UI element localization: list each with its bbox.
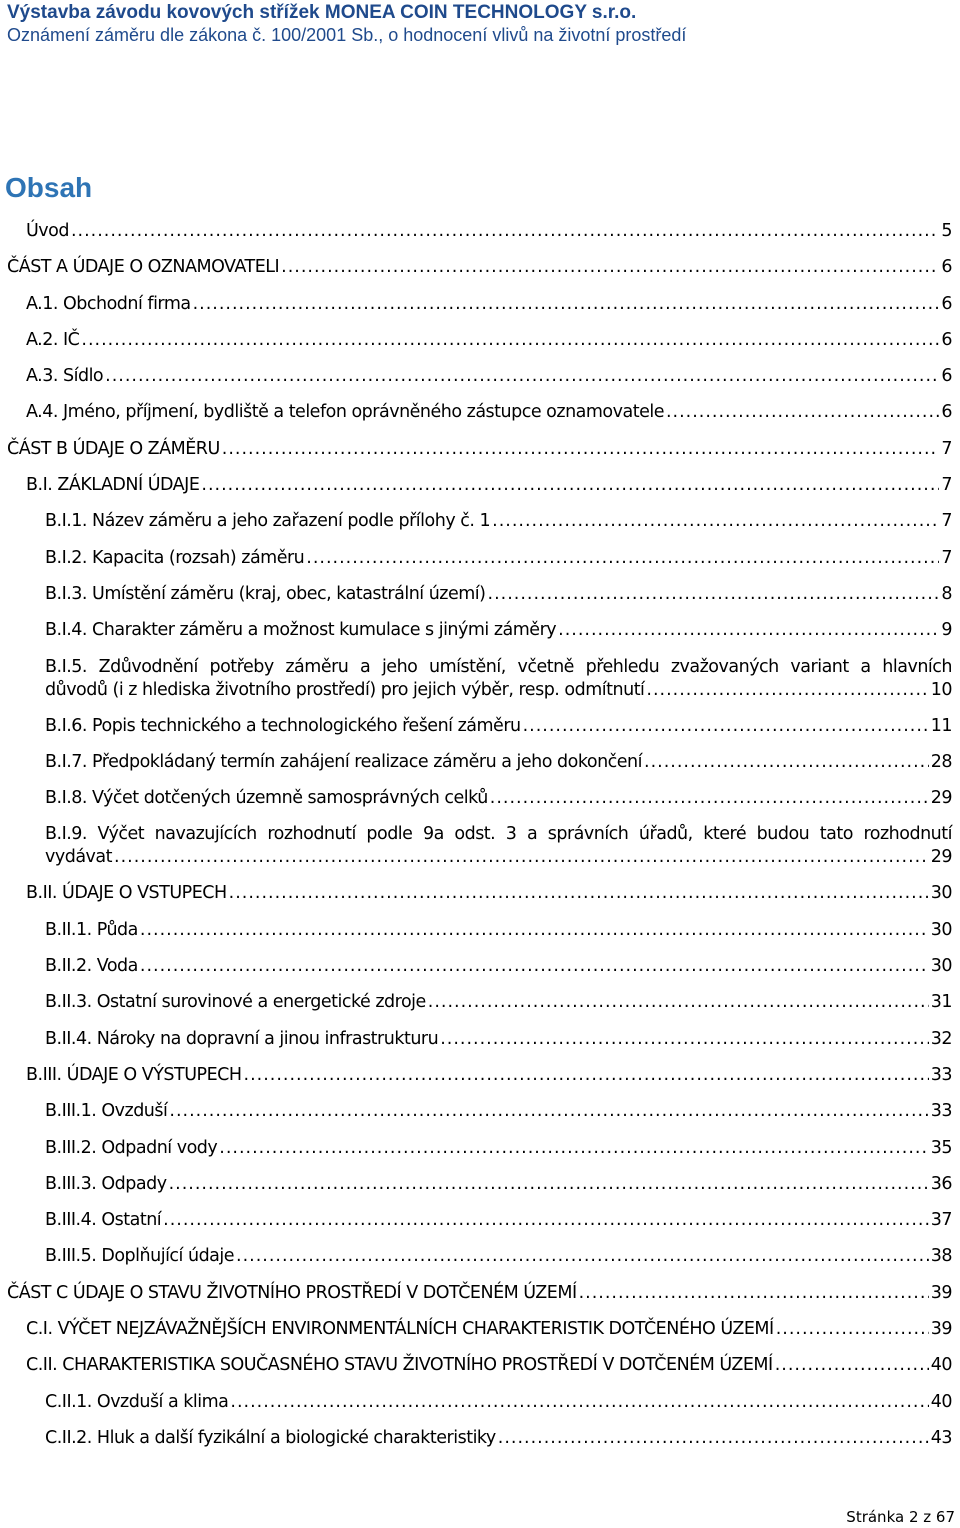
toc-entry-text: B.II.1. Půda: [45, 919, 138, 940]
toc-entry[interactable]: [0, 438, 960, 474]
toc-page-number: 10: [930, 679, 952, 700]
toc-entry-text: C.II.1. Ovzduší a klima: [45, 1391, 229, 1412]
toc-entry-text: B.II. ÚDAJE O VSTUPECH: [26, 883, 227, 904]
toc-entry[interactable]: [0, 1137, 960, 1173]
toc-entry-text: ČÁST B ÚDAJE O ZÁMĚRU: [7, 438, 220, 459]
document-subtitle: Oznámení záměru dle zákona č. 100/2001 Sb., o hodnocení vlivů na životní prostředí: [7, 25, 687, 45]
toc-entry-text: B.II.4. Nároky na dopravní a jinou infrastrukturu: [45, 1028, 439, 1049]
toc-leader-dots: [644, 751, 929, 774]
toc-leader-dots: [244, 1064, 929, 1087]
toc-page-number: 43: [930, 1427, 952, 1448]
toc-entry[interactable]: [0, 1245, 960, 1281]
toc-entry[interactable]: [0, 715, 960, 751]
toc-page-number: 11: [930, 715, 952, 736]
toc-page-number: 6: [941, 366, 952, 387]
toc-entry[interactable]: [0, 474, 960, 510]
toc-leader-dots: [492, 510, 939, 533]
toc-entry-text: ČÁST C ÚDAJE O STAVU ŽIVOTNÍHO PROSTŘEDÍ V DOTČENÉM ÚZEMÍ: [7, 1282, 577, 1303]
toc-leader-dots: [105, 365, 939, 388]
toc-leader-dots: [776, 1318, 929, 1341]
toc-leader-dots: [666, 401, 939, 424]
toc-page-number: 33: [930, 1064, 952, 1085]
toc-entry[interactable]: [0, 882, 960, 918]
toc-page-number: 38: [930, 1246, 952, 1267]
toc-entry-text: B.II.2. Voda: [45, 956, 138, 977]
toc-entry-text: B.I.6. Popis technického a technologického řešení záměru: [45, 715, 521, 736]
toc-entry[interactable]: [0, 329, 960, 365]
toc-entry-text: B.I.4. Charakter záměru a možnost kumulace s jinými záměry: [45, 620, 557, 641]
toc-entry[interactable]: [0, 751, 960, 787]
toc-leader-dots: [81, 329, 939, 352]
toc-page-number: 6: [941, 329, 952, 350]
toc-leader-dots: [169, 1100, 928, 1123]
toc-page-number: 29: [930, 788, 952, 809]
toc-page-number: 30: [930, 883, 952, 904]
toc-entry-text: B.III.1. Ovzduší: [45, 1101, 168, 1122]
toc-entry[interactable]: [0, 401, 960, 437]
toc-leader-dots: [229, 882, 929, 905]
toc-entry-text: B.III.5. Doplňující údaje: [45, 1246, 235, 1267]
toc-page-number: 6: [941, 402, 952, 423]
toc-entry-text: B.II.3. Ostatní surovinové a energetické zdroje: [45, 992, 426, 1013]
toc-leader-dots: [114, 846, 929, 869]
toc-heading: Obsah: [5, 172, 93, 203]
toc-entry[interactable]: [0, 293, 960, 329]
toc-entry[interactable]: [0, 1354, 960, 1390]
toc-leader-dots: [163, 1209, 929, 1232]
toc-leader-dots: [71, 220, 939, 243]
toc-leader-dots: [281, 256, 939, 279]
toc-entry-text: B.III.3. Odpady: [45, 1173, 167, 1194]
toc-page-number: 33: [930, 1101, 952, 1122]
toc-entry-text: B.I.2. Kapacita (rozsah) záměru: [45, 547, 305, 568]
toc-entry-text: vydávat: [45, 847, 112, 868]
toc-entry-text: B.I.3. Umístění záměru (kraj, obec, katastrální území): [45, 583, 486, 604]
toc-leader-dots: [169, 1173, 929, 1196]
toc-page-number: 6: [941, 257, 952, 278]
toc-entry[interactable]: [0, 256, 960, 292]
toc-page-number: 37: [930, 1210, 952, 1231]
toc-entry[interactable]: [0, 955, 960, 991]
toc-leader-dots: [140, 919, 929, 942]
toc-entry-text: B.I.1. Název záměru a jeho zařazení podle přílohy č. 1: [45, 511, 491, 532]
toc-leader-dots: [646, 679, 928, 702]
toc-page-number: 32: [930, 1028, 952, 1049]
toc-entry[interactable]: [0, 1064, 960, 1100]
toc-entry-text: B.I.7. Předpokládaný termín zahájení realizace záměru a jeho dokončení: [45, 751, 643, 772]
toc-leader-dots: [775, 1354, 929, 1377]
toc-leader-dots: [488, 583, 940, 606]
toc-entry[interactable]: [0, 220, 960, 256]
table-of-contents: [0, 220, 960, 1463]
toc-entry-text: B.I.8. Výčet dotčených územně samosprávných celků: [45, 788, 488, 809]
toc-page-number: 8: [941, 583, 952, 604]
toc-leader-dots: [498, 1427, 929, 1450]
toc-entry[interactable]: [0, 1173, 960, 1209]
toc-entry[interactable]: [0, 787, 960, 823]
toc-entry[interactable]: [0, 583, 960, 619]
toc-leader-dots: [201, 474, 939, 497]
toc-page-number: 36: [930, 1173, 952, 1194]
toc-leader-dots: [579, 1282, 929, 1305]
toc-entry-text: C.II.2. Hluk a další fyzikální a biologické charakteristiky: [45, 1427, 496, 1448]
toc-entry-text: B.III.2. Odpadní vody: [45, 1137, 218, 1158]
toc-page-number: 7: [941, 438, 952, 459]
toc-entry-text: ČÁST A ÚDAJE O OZNAMOVATELI: [7, 257, 280, 278]
toc-leader-dots: [440, 1028, 929, 1051]
toc-entry[interactable]: [0, 1100, 960, 1136]
toc-leader-dots: [193, 293, 940, 316]
toc-leader-dots: [236, 1245, 929, 1268]
toc-page-number: 35: [930, 1137, 952, 1158]
toc-entry-text: B.III. ÚDAJE O VÝSTUPECH: [26, 1064, 242, 1085]
page-footer: Stránka 2 z 67: [846, 1508, 955, 1526]
toc-leader-dots: [306, 547, 939, 570]
document-header: [7, 2, 957, 46]
toc-entry-text: A.4. Jméno, příjmení, bydliště a telefon oprávněného zástupce oznamovatele: [26, 402, 664, 423]
toc-leader-dots: [222, 438, 940, 461]
toc-page-number: 9: [941, 620, 952, 641]
toc-leader-dots: [219, 1137, 928, 1160]
toc-entry-text: A.1. Obchodní firma: [26, 293, 191, 314]
toc-page-number: 28: [930, 751, 952, 772]
toc-entry[interactable]: [0, 1028, 960, 1064]
toc-page-number: 7: [941, 475, 952, 496]
toc-entry-text: Úvod: [26, 221, 69, 241]
document-title: Výstavba závodu kovových střížek MONEA COIN TECHNOLOGY s.r.o.: [7, 2, 637, 23]
toc-page-number: 40: [930, 1355, 952, 1376]
toc-entry-text: B.III.4. Ostatní: [45, 1210, 162, 1231]
toc-entry-text-first-line: B.I.5. Zdůvodnění potřeby záměru a jeho umístění, včetně přehledu zvažovaných variant a hlavních: [45, 656, 952, 677]
toc-page-number: 6: [941, 293, 952, 314]
toc-leader-dots: [428, 991, 929, 1014]
toc-page-number: 29: [930, 847, 952, 868]
toc-entry[interactable]: [0, 1427, 960, 1463]
toc-entry-text: A.2. IČ: [26, 329, 80, 350]
toc-entry-text: C.I. VÝČET NEJZÁVAŽNĚJŠÍCH ENVIRONMENTÁLNÍCH CHARAKTERISTIK DOTČENÉHO ÚZEMÍ: [26, 1319, 774, 1340]
toc-entry[interactable]: [0, 1391, 960, 1427]
toc-page-number: 39: [930, 1282, 952, 1303]
toc-page-number: 7: [941, 547, 952, 568]
toc-entry[interactable]: [0, 1318, 960, 1354]
toc-page-number: 31: [930, 992, 952, 1013]
toc-entry[interactable]: [0, 823, 960, 882]
toc-leader-dots: [140, 955, 929, 978]
toc-entry-text: A.3. Sídlo: [26, 366, 104, 387]
toc-page-number: 30: [930, 956, 952, 977]
toc-entry[interactable]: [0, 1209, 960, 1245]
toc-leader-dots: [490, 787, 929, 810]
toc-page-number: 30: [930, 919, 952, 940]
toc-entry-text: důvodů (i z hlediska životního prostředí) pro jejich výběr, resp. odmítnutí: [45, 679, 645, 700]
toc-page-number: 7: [941, 511, 952, 532]
toc-entry[interactable]: [0, 547, 960, 583]
toc-entry[interactable]: [0, 1282, 960, 1318]
toc-entry[interactable]: [0, 919, 960, 955]
toc-entry-text: B.I. ZÁKLADNÍ ÚDAJE: [26, 475, 200, 496]
toc-page-number: 5: [941, 221, 952, 241]
toc-entry[interactable]: [0, 991, 960, 1027]
toc-leader-dots: [230, 1391, 928, 1414]
toc-page-number: 40: [930, 1391, 952, 1412]
toc-leader-dots: [558, 619, 939, 642]
toc-entry-text-first-line: B.I.9. Výčet navazujících rozhodnutí podle 9a odst. 3 a správních úřadů, které budou tato rozhodnutí: [45, 824, 952, 845]
toc-page-number: 39: [930, 1319, 952, 1340]
toc-entry[interactable]: [0, 656, 960, 715]
toc-entry[interactable]: [0, 365, 960, 401]
toc-entry[interactable]: [0, 510, 960, 546]
toc-leader-dots: [523, 715, 929, 738]
toc-entry[interactable]: [0, 619, 960, 655]
toc-entry-text: C.II. CHARAKTERISTIKA SOUČASNÉHO STAVU ŽIVOTNÍHO PROSTŘEDÍ V DOTČENÉM ÚZEMÍ: [26, 1355, 773, 1376]
